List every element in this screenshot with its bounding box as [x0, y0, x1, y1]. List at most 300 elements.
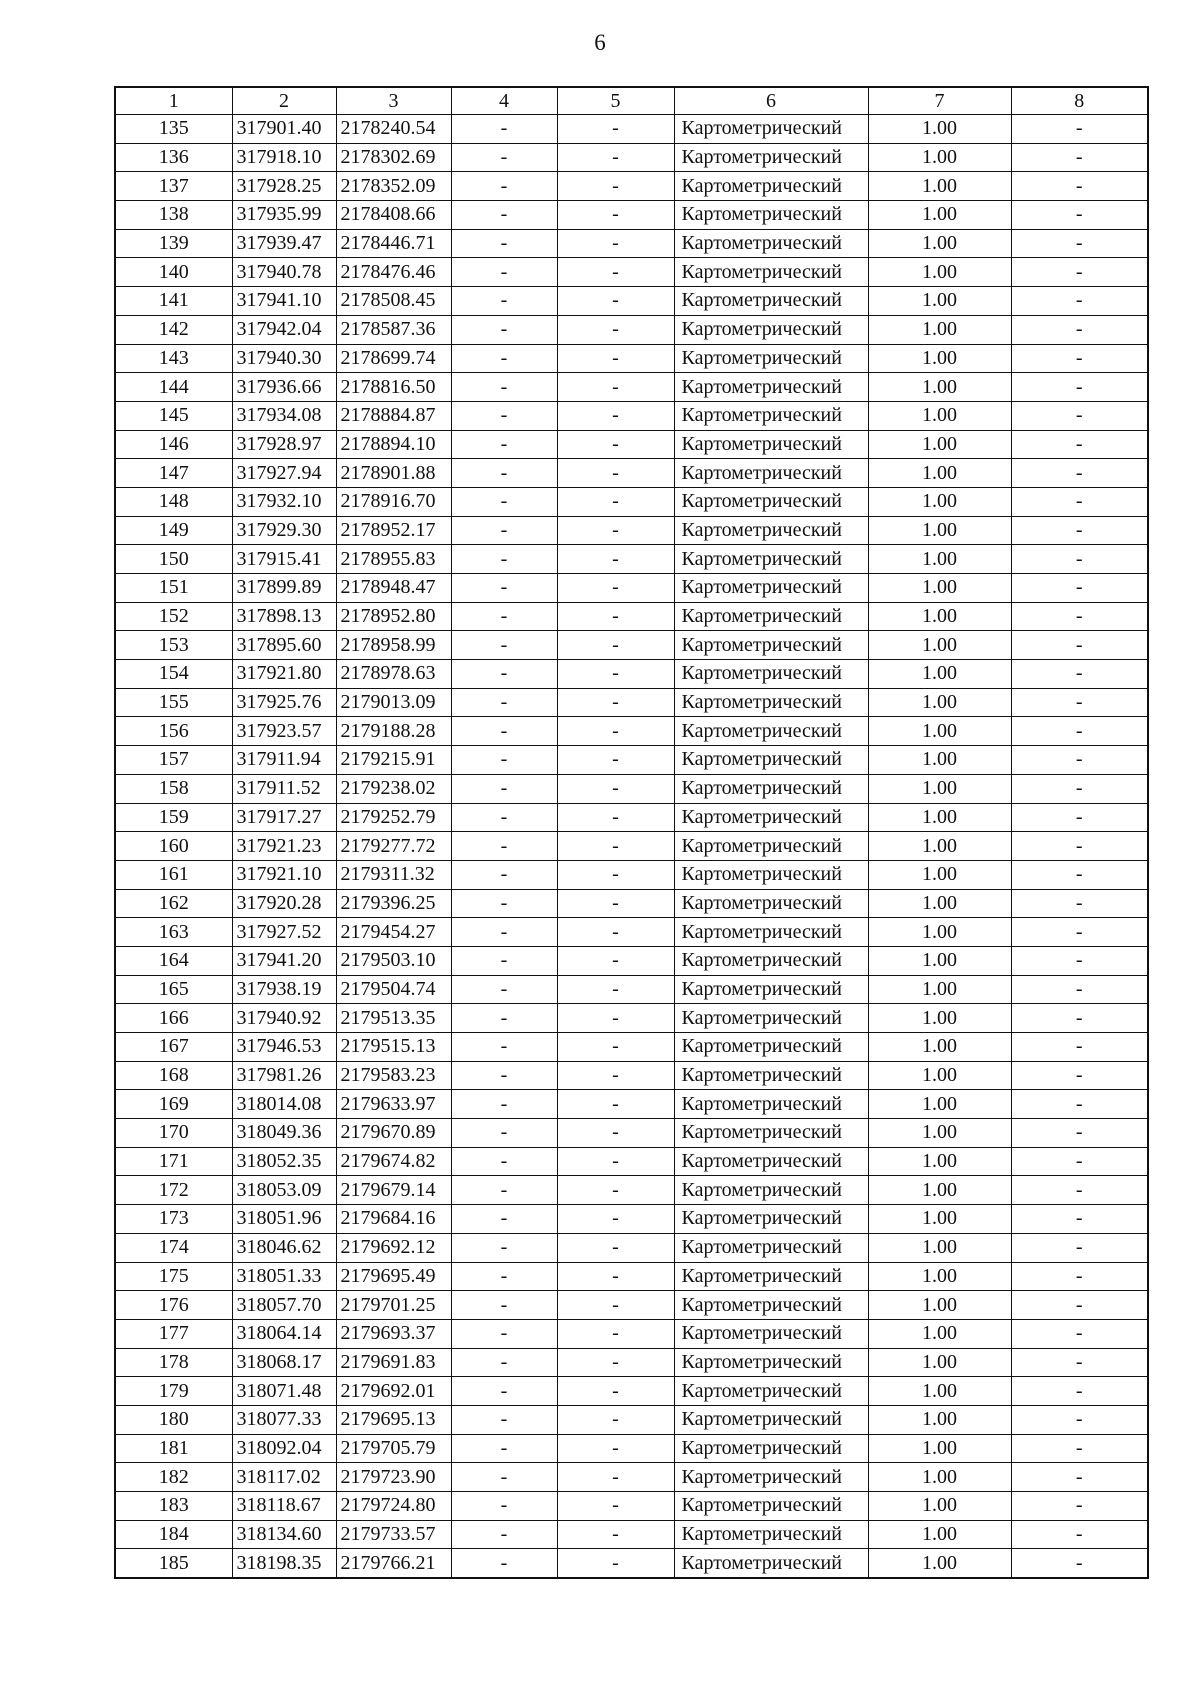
- cell-col-5: -: [557, 975, 674, 1004]
- table-row: [115, 860, 1148, 889]
- cell-coord-y: 2179693.37: [336, 1319, 451, 1348]
- cell-accuracy: 1.00: [868, 1434, 1011, 1463]
- cell-col-4: -: [451, 688, 557, 717]
- cell-point-number: 138: [115, 201, 232, 230]
- cell-method: Картометрический: [674, 115, 868, 144]
- cell-col-5: -: [557, 860, 674, 889]
- cell-accuracy: 1.00: [868, 946, 1011, 975]
- cell-coord-y: 2178955.83: [336, 545, 451, 574]
- cell-point-number: 160: [115, 832, 232, 861]
- cell-col-4: -: [451, 602, 557, 631]
- table-row: [115, 1061, 1148, 1090]
- cell-coord-x: 317941.20: [232, 946, 336, 975]
- cell-accuracy: 1.00: [868, 574, 1011, 603]
- cell-coord-y: 2179705.79: [336, 1434, 451, 1463]
- cell-col-8: -: [1011, 344, 1148, 373]
- cell-point-number: 178: [115, 1348, 232, 1377]
- cell-col-4: -: [451, 459, 557, 488]
- cell-col-8: -: [1011, 287, 1148, 316]
- cell-col-5: -: [557, 918, 674, 947]
- cell-point-number: 140: [115, 258, 232, 287]
- cell-col-4: -: [451, 1090, 557, 1119]
- cell-col-5: -: [557, 373, 674, 402]
- cell-accuracy: 1.00: [868, 115, 1011, 144]
- cell-method: Картометрический: [674, 143, 868, 172]
- cell-col-4: -: [451, 229, 557, 258]
- cell-coord-y: 2179733.57: [336, 1520, 451, 1549]
- cell-coord-y: 2179724.80: [336, 1492, 451, 1521]
- cell-col-8: -: [1011, 918, 1148, 947]
- cell-col-4: -: [451, 1549, 557, 1578]
- table-row: [115, 1492, 1148, 1521]
- cell-col-4: -: [451, 774, 557, 803]
- cell-accuracy: 1.00: [868, 860, 1011, 889]
- cell-method: Картометрический: [674, 774, 868, 803]
- cell-col-5: -: [557, 1377, 674, 1406]
- table-row: [115, 373, 1148, 402]
- cell-col-8: -: [1011, 860, 1148, 889]
- table-row: [115, 430, 1148, 459]
- cell-col-8: -: [1011, 516, 1148, 545]
- cell-point-number: 148: [115, 487, 232, 516]
- cell-accuracy: 1.00: [868, 1004, 1011, 1033]
- cell-col-5: -: [557, 1463, 674, 1492]
- cell-coord-y: 2179692.12: [336, 1233, 451, 1262]
- cell-col-5: -: [557, 1262, 674, 1291]
- cell-method: Картометрический: [674, 459, 868, 488]
- cell-col-8: -: [1011, 172, 1148, 201]
- cell-coord-x: 318092.04: [232, 1434, 336, 1463]
- table-row: [115, 229, 1148, 258]
- cell-coord-x: 317946.53: [232, 1033, 336, 1062]
- cell-coord-y: 2179215.91: [336, 746, 451, 775]
- cell-col-5: -: [557, 229, 674, 258]
- cell-coord-y: 2178894.10: [336, 430, 451, 459]
- cell-col-5: -: [557, 545, 674, 574]
- cell-coord-y: 2179454.27: [336, 918, 451, 947]
- cell-method: Картометрический: [674, 229, 868, 258]
- cell-coord-y: 2179633.97: [336, 1090, 451, 1119]
- cell-accuracy: 1.00: [868, 1262, 1011, 1291]
- cell-coord-y: 2178948.47: [336, 574, 451, 603]
- cell-coord-x: 318134.60: [232, 1520, 336, 1549]
- cell-point-number: 174: [115, 1233, 232, 1262]
- cell-col-5: -: [557, 574, 674, 603]
- cell-method: Картометрический: [674, 1291, 868, 1320]
- table-header: [115, 87, 1148, 115]
- cell-col-5: -: [557, 660, 674, 689]
- table-row: [115, 574, 1148, 603]
- cell-method: Картометрический: [674, 430, 868, 459]
- cell-point-number: 180: [115, 1405, 232, 1434]
- cell-point-number: 135: [115, 115, 232, 144]
- cell-point-number: 181: [115, 1434, 232, 1463]
- cell-accuracy: 1.00: [868, 774, 1011, 803]
- cell-method: Картометрический: [674, 172, 868, 201]
- cell-col-8: -: [1011, 832, 1148, 861]
- cell-col-5: -: [557, 1233, 674, 1262]
- table-row: [115, 1119, 1148, 1148]
- cell-coord-x: 317920.28: [232, 889, 336, 918]
- cell-accuracy: 1.00: [868, 803, 1011, 832]
- cell-coord-x: 317921.10: [232, 860, 336, 889]
- cell-coord-x: 317928.25: [232, 172, 336, 201]
- cell-col-8: -: [1011, 143, 1148, 172]
- cell-col-4: -: [451, 401, 557, 430]
- cell-coord-x: 318077.33: [232, 1405, 336, 1434]
- cell-accuracy: 1.00: [868, 832, 1011, 861]
- cell-col-8: -: [1011, 430, 1148, 459]
- cell-coord-x: 317898.13: [232, 602, 336, 631]
- cell-accuracy: 1.00: [868, 1205, 1011, 1234]
- table-row: [115, 258, 1148, 287]
- cell-col-4: -: [451, 143, 557, 172]
- cell-col-4: -: [451, 946, 557, 975]
- cell-accuracy: 1.00: [868, 1319, 1011, 1348]
- cell-point-number: 154: [115, 660, 232, 689]
- cell-accuracy: 1.00: [868, 1090, 1011, 1119]
- table-row: [115, 1262, 1148, 1291]
- cell-point-number: 161: [115, 860, 232, 889]
- cell-method: Картометрический: [674, 1492, 868, 1521]
- cell-coord-y: 2178476.46: [336, 258, 451, 287]
- cell-method: Картометрический: [674, 918, 868, 947]
- cell-coord-x: 317895.60: [232, 631, 336, 660]
- cell-method: Картометрический: [674, 1176, 868, 1205]
- cell-col-4: -: [451, 1262, 557, 1291]
- cell-col-8: -: [1011, 229, 1148, 258]
- table-row: [115, 660, 1148, 689]
- cell-point-number: 158: [115, 774, 232, 803]
- cell-accuracy: 1.00: [868, 459, 1011, 488]
- table-row: [115, 975, 1148, 1004]
- cell-col-8: -: [1011, 1205, 1148, 1234]
- cell-col-8: -: [1011, 1176, 1148, 1205]
- table-row: [115, 1033, 1148, 1062]
- cell-col-5: -: [557, 172, 674, 201]
- page-number: 6: [594, 30, 606, 55]
- cell-coord-x: 317934.08: [232, 401, 336, 430]
- cell-accuracy: 1.00: [868, 487, 1011, 516]
- cell-coord-x: 317938.19: [232, 975, 336, 1004]
- cell-accuracy: 1.00: [868, 373, 1011, 402]
- cell-col-5: -: [557, 487, 674, 516]
- cell-col-5: -: [557, 1434, 674, 1463]
- cell-coord-y: 2179513.35: [336, 1004, 451, 1033]
- cell-col-5: -: [557, 1176, 674, 1205]
- cell-coord-x: 318052.35: [232, 1147, 336, 1176]
- cell-coord-x: 318064.14: [232, 1319, 336, 1348]
- cell-col-4: -: [451, 201, 557, 230]
- cell-col-4: -: [451, 430, 557, 459]
- cell-coord-x: 318051.33: [232, 1262, 336, 1291]
- cell-col-5: -: [557, 1492, 674, 1521]
- cell-coord-x: 317932.10: [232, 487, 336, 516]
- table-row: [115, 1549, 1148, 1578]
- table-row: [115, 832, 1148, 861]
- cell-method: Картометрический: [674, 1434, 868, 1463]
- cell-col-8: -: [1011, 1061, 1148, 1090]
- cell-point-number: 177: [115, 1319, 232, 1348]
- cell-col-4: -: [451, 918, 557, 947]
- cell-point-number: 149: [115, 516, 232, 545]
- cell-col-8: -: [1011, 688, 1148, 717]
- cell-coord-x: 317917.27: [232, 803, 336, 832]
- cell-col-5: -: [557, 115, 674, 144]
- cell-col-8: -: [1011, 602, 1148, 631]
- cell-accuracy: 1.00: [868, 660, 1011, 689]
- cell-col-4: -: [451, 660, 557, 689]
- cell-coord-y: 2178240.54: [336, 115, 451, 144]
- cell-col-4: -: [451, 545, 557, 574]
- cell-point-number: 172: [115, 1176, 232, 1205]
- cell-col-8: -: [1011, 1348, 1148, 1377]
- cell-point-number: 173: [115, 1205, 232, 1234]
- cell-col-8: -: [1011, 401, 1148, 430]
- cell-accuracy: 1.00: [868, 1119, 1011, 1148]
- cell-coord-x: 317940.30: [232, 344, 336, 373]
- cell-coord-x: 318014.08: [232, 1090, 336, 1119]
- column-header-6: 6: [674, 87, 868, 115]
- cell-col-4: -: [451, 258, 557, 287]
- cell-col-4: -: [451, 1492, 557, 1521]
- cell-coord-y: 2179701.25: [336, 1291, 451, 1320]
- cell-col-5: -: [557, 1147, 674, 1176]
- cell-point-number: 184: [115, 1520, 232, 1549]
- table-row: [115, 631, 1148, 660]
- cell-col-5: -: [557, 201, 674, 230]
- table-row: [115, 1291, 1148, 1320]
- cell-method: Картометрический: [674, 487, 868, 516]
- cell-method: Картометрический: [674, 1549, 868, 1578]
- cell-col-5: -: [557, 516, 674, 545]
- cell-accuracy: 1.00: [868, 1233, 1011, 1262]
- cell-coord-x: 317942.04: [232, 315, 336, 344]
- cell-point-number: 150: [115, 545, 232, 574]
- table-row: [115, 918, 1148, 947]
- table-row: [115, 1348, 1148, 1377]
- cell-method: Картометрический: [674, 1262, 868, 1291]
- cell-coord-x: 318057.70: [232, 1291, 336, 1320]
- cell-col-5: -: [557, 344, 674, 373]
- cell-col-4: -: [451, 860, 557, 889]
- cell-method: Картометрический: [674, 1520, 868, 1549]
- cell-col-8: -: [1011, 1262, 1148, 1291]
- cell-method: Картометрический: [674, 602, 868, 631]
- cell-col-4: -: [451, 803, 557, 832]
- cell-point-number: 169: [115, 1090, 232, 1119]
- cell-coord-y: 2179013.09: [336, 688, 451, 717]
- cell-col-4: -: [451, 1205, 557, 1234]
- cell-point-number: 164: [115, 946, 232, 975]
- cell-coord-x: 317935.99: [232, 201, 336, 230]
- cell-point-number: 159: [115, 803, 232, 832]
- cell-point-number: 168: [115, 1061, 232, 1090]
- cell-point-number: 153: [115, 631, 232, 660]
- cell-col-8: -: [1011, 1520, 1148, 1549]
- table-row: [115, 115, 1148, 144]
- cell-col-8: -: [1011, 1119, 1148, 1148]
- cell-col-8: -: [1011, 487, 1148, 516]
- cell-coord-x: 317899.89: [232, 574, 336, 603]
- cell-method: Картометрический: [674, 746, 868, 775]
- cell-coord-y: 2179695.49: [336, 1262, 451, 1291]
- cell-accuracy: 1.00: [868, 688, 1011, 717]
- table-row: [115, 315, 1148, 344]
- cell-col-4: -: [451, 1405, 557, 1434]
- cell-col-5: -: [557, 1090, 674, 1119]
- cell-col-8: -: [1011, 373, 1148, 402]
- cell-method: Картометрический: [674, 287, 868, 316]
- cell-coord-y: 2178408.66: [336, 201, 451, 230]
- cell-col-5: -: [557, 1205, 674, 1234]
- cell-method: Картометрический: [674, 1119, 868, 1148]
- cell-method: Картометрический: [674, 344, 868, 373]
- cell-point-number: 157: [115, 746, 232, 775]
- cell-coord-x: 318053.09: [232, 1176, 336, 1205]
- cell-col-5: -: [557, 1549, 674, 1578]
- cell-col-5: -: [557, 1291, 674, 1320]
- cell-method: Картометрический: [674, 860, 868, 889]
- cell-accuracy: 1.00: [868, 430, 1011, 459]
- cell-col-4: -: [451, 1377, 557, 1406]
- cell-point-number: 141: [115, 287, 232, 316]
- cell-accuracy: 1.00: [868, 1176, 1011, 1205]
- cell-col-4: -: [451, 115, 557, 144]
- cell-coord-y: 2179396.25: [336, 889, 451, 918]
- cell-coord-y: 2178302.69: [336, 143, 451, 172]
- cell-accuracy: 1.00: [868, 229, 1011, 258]
- column-header-4: 4: [451, 87, 557, 115]
- cell-col-4: -: [451, 1233, 557, 1262]
- cell-col-4: -: [451, 832, 557, 861]
- cell-accuracy: 1.00: [868, 1348, 1011, 1377]
- cell-accuracy: 1.00: [868, 602, 1011, 631]
- cell-method: Картометрический: [674, 1348, 868, 1377]
- cell-point-number: 162: [115, 889, 232, 918]
- table-row: [115, 688, 1148, 717]
- cell-point-number: 185: [115, 1549, 232, 1578]
- cell-coord-y: 2178446.71: [336, 229, 451, 258]
- cell-col-4: -: [451, 1147, 557, 1176]
- cell-accuracy: 1.00: [868, 1291, 1011, 1320]
- cell-coord-x: 317915.41: [232, 545, 336, 574]
- cell-point-number: 155: [115, 688, 232, 717]
- cell-col-8: -: [1011, 1377, 1148, 1406]
- cell-col-8: -: [1011, 201, 1148, 230]
- cell-method: Картометрический: [674, 889, 868, 918]
- cell-coord-y: 2179674.82: [336, 1147, 451, 1176]
- cell-coord-y: 2179583.23: [336, 1061, 451, 1090]
- table-row: [115, 1377, 1148, 1406]
- cell-point-number: 165: [115, 975, 232, 1004]
- cell-col-4: -: [451, 746, 557, 775]
- cell-col-4: -: [451, 1119, 557, 1148]
- cell-col-8: -: [1011, 946, 1148, 975]
- cell-accuracy: 1.00: [868, 746, 1011, 775]
- table-row: [115, 143, 1148, 172]
- cell-coord-x: 317921.80: [232, 660, 336, 689]
- cell-coord-y: 2178952.80: [336, 602, 451, 631]
- cell-point-number: 182: [115, 1463, 232, 1492]
- cell-coord-y: 2179188.28: [336, 717, 451, 746]
- cell-col-4: -: [451, 1520, 557, 1549]
- cell-col-8: -: [1011, 1549, 1148, 1578]
- cell-col-5: -: [557, 1348, 674, 1377]
- cell-col-8: -: [1011, 258, 1148, 287]
- cell-accuracy: 1.00: [868, 545, 1011, 574]
- cell-col-4: -: [451, 172, 557, 201]
- cell-col-4: -: [451, 315, 557, 344]
- cell-method: Картометрический: [674, 401, 868, 430]
- cell-method: Картометрический: [674, 1377, 868, 1406]
- cell-col-8: -: [1011, 1033, 1148, 1062]
- table-row: [115, 602, 1148, 631]
- cell-col-8: -: [1011, 1405, 1148, 1434]
- cell-coord-x: 317940.78: [232, 258, 336, 287]
- cell-coord-y: 2178916.70: [336, 487, 451, 516]
- cell-coord-x: 318049.36: [232, 1119, 336, 1148]
- cell-col-5: -: [557, 1061, 674, 1090]
- cell-coord-x: 317901.40: [232, 115, 336, 144]
- cell-accuracy: 1.00: [868, 172, 1011, 201]
- cell-point-number: 152: [115, 602, 232, 631]
- cell-col-5: -: [557, 1119, 674, 1148]
- cell-method: Картометрический: [674, 1233, 868, 1262]
- cell-coord-y: 2179766.21: [336, 1549, 451, 1578]
- cell-col-5: -: [557, 631, 674, 660]
- cell-coord-x: 318046.62: [232, 1233, 336, 1262]
- cell-coord-y: 2178952.17: [336, 516, 451, 545]
- cell-col-8: -: [1011, 660, 1148, 689]
- cell-point-number: 137: [115, 172, 232, 201]
- cell-col-4: -: [451, 344, 557, 373]
- cell-col-8: -: [1011, 1463, 1148, 1492]
- cell-col-8: -: [1011, 1291, 1148, 1320]
- cell-coord-x: 317925.76: [232, 688, 336, 717]
- cell-coord-y: 2178587.36: [336, 315, 451, 344]
- cell-method: Картометрический: [674, 545, 868, 574]
- cell-col-8: -: [1011, 545, 1148, 574]
- cell-accuracy: 1.00: [868, 201, 1011, 230]
- cell-col-4: -: [451, 1348, 557, 1377]
- cell-point-number: 166: [115, 1004, 232, 1033]
- cell-coord-y: 2179504.74: [336, 975, 451, 1004]
- cell-accuracy: 1.00: [868, 1463, 1011, 1492]
- cell-coord-y: 2179311.32: [336, 860, 451, 889]
- cell-accuracy: 1.00: [868, 1549, 1011, 1578]
- cell-point-number: 139: [115, 229, 232, 258]
- cell-col-4: -: [451, 1291, 557, 1320]
- cell-col-5: -: [557, 602, 674, 631]
- cell-point-number: 167: [115, 1033, 232, 1062]
- cell-method: Картометрический: [674, 975, 868, 1004]
- cell-coord-y: 2179277.72: [336, 832, 451, 861]
- cell-method: Картометрический: [674, 1405, 868, 1434]
- column-header-7: 7: [868, 87, 1011, 115]
- cell-accuracy: 1.00: [868, 975, 1011, 1004]
- cell-accuracy: 1.00: [868, 1377, 1011, 1406]
- cell-point-number: 156: [115, 717, 232, 746]
- cell-coord-x: 317928.97: [232, 430, 336, 459]
- cell-col-8: -: [1011, 803, 1148, 832]
- cell-coord-x: 317939.47: [232, 229, 336, 258]
- cell-col-8: -: [1011, 1147, 1148, 1176]
- cell-accuracy: 1.00: [868, 143, 1011, 172]
- column-header-2: 2: [232, 87, 336, 115]
- cell-col-8: -: [1011, 1492, 1148, 1521]
- cell-coord-y: 2179695.13: [336, 1405, 451, 1434]
